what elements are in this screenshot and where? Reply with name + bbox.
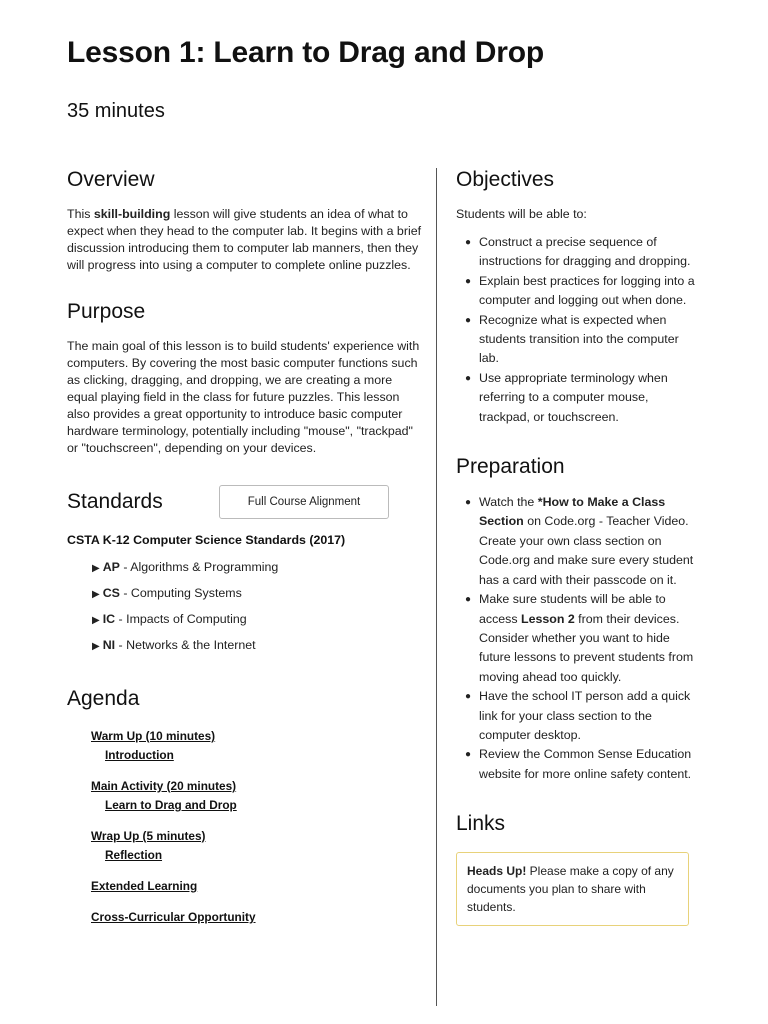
bullet-icon: ● xyxy=(465,237,472,248)
standard-item-ic[interactable]: ▶ IC - Impacts of Computing xyxy=(92,612,247,626)
bullet-icon: ● xyxy=(465,275,472,287)
bullet-icon: ● xyxy=(465,691,472,703)
agenda-link-learn-drag-drop[interactable]: Learn to Drag and Drop xyxy=(105,798,237,812)
heads-up-callout xyxy=(456,852,689,926)
expand-triangle-icon: ▶ xyxy=(92,563,100,574)
agenda-list xyxy=(91,727,422,927)
links-section xyxy=(456,812,696,926)
preparation-item: ● Make sure students will be able to access Lesson 2 from their devices. Consider whether you want to hide future lessons to prevent students from moving ahead too quickly. xyxy=(465,592,694,684)
objectives-intro: Students will be able to: xyxy=(456,207,587,221)
standards-framework: CSTA K-12 Computer Science Standards (2017) xyxy=(67,533,346,547)
objectives-section xyxy=(456,168,696,427)
expand-triangle-icon: ▶ xyxy=(92,641,100,652)
callout-text: Heads Up! Please make a copy of any documents you plan to share with students. xyxy=(467,864,674,915)
preparation-item: ● Watch the *How to Make a Class Section on Code.org - Teacher Video. Create your own class section on Code.org and make sure every student has a card with their passcode on it. xyxy=(465,495,694,587)
agenda-group-extended xyxy=(91,877,422,896)
standards-header xyxy=(67,485,422,519)
full-course-alignment-button[interactable]: Full Course Alignment xyxy=(219,485,389,519)
bullet-icon: ● xyxy=(465,372,472,384)
agenda-link-introduction[interactable]: Introduction xyxy=(105,748,174,762)
overview-section xyxy=(67,168,422,274)
standards-list xyxy=(92,555,422,659)
agenda-link-wrapup[interactable]: Wrap Up (5 minutes) xyxy=(91,829,206,843)
overview-heading: Overview xyxy=(67,168,155,191)
agenda-link-extended-learning[interactable]: Extended Learning xyxy=(91,879,198,893)
agenda-link-reflection[interactable]: Reflection xyxy=(105,848,163,862)
lesson-duration: 35 minutes xyxy=(67,100,165,122)
objective-item: ● Explain best practices for logging into a computer and logging out when done. xyxy=(465,273,695,308)
agenda-link-warmup[interactable]: Warm Up (10 minutes) xyxy=(91,729,216,743)
preparation-item: ● Review the Common Sense Education website for more online safety content. xyxy=(465,747,692,781)
right-column xyxy=(456,168,696,926)
agenda-section xyxy=(67,687,422,927)
purpose-section xyxy=(67,300,422,457)
page-title: Lesson 1: Learn to Drag and Drop xyxy=(67,36,544,69)
overview-text: This skill-building lesson will give students an idea of what to expect when they head to the computer lab. It begins with a brief discussion introducing them to computer lab manners, then they will progress into using a computer to complete online puzzles. xyxy=(67,207,422,272)
agenda-group-warmup xyxy=(91,727,422,765)
links-heading: Links xyxy=(456,812,506,836)
purpose-text: The main goal of this lesson is to build students' experience with computers. By covering the most basic computer functions such as clicking, dragging, and dropping, we are creating a more equal playing field in the class for future puzzles. This lesson also provides a great opportunity to introduce basic computer hardware terminology, potentially including "mouse", "trackpad" or "touchscreen", depending on your devices. xyxy=(67,339,420,455)
agenda-heading: Agenda xyxy=(67,687,140,710)
preparation-list xyxy=(456,493,696,784)
bullet-icon: ● xyxy=(465,314,472,326)
objectives-heading: Objectives xyxy=(456,168,555,191)
standard-item-ni[interactable]: ▶ NI - Networks & the Internet xyxy=(92,638,256,652)
objectives-list xyxy=(456,233,696,427)
standard-item-ap[interactable]: ▶ AP - Algorithms & Programming xyxy=(92,560,279,574)
objective-item: ● Use appropriate terminology when referring to a computer mouse, trackpad, or touchscreen. xyxy=(465,370,668,424)
objective-item: ● Recognize what is expected when students transition into the computer lab. xyxy=(465,312,679,366)
standards-section xyxy=(67,485,422,659)
preparation-link-class-section[interactable]: *How to Make a Class Section xyxy=(479,495,666,529)
agenda-link-cross-curricular[interactable]: Cross-Curricular Opportunity xyxy=(91,910,256,924)
standards-heading: Standards xyxy=(67,490,163,513)
expand-triangle-icon: ▶ xyxy=(92,615,100,626)
preparation-item: ● Have the school IT person add a quick link for your class section to the computer desktop. xyxy=(465,689,691,742)
column-divider xyxy=(436,168,437,1006)
objective-item: ● Construct a precise sequence of instructions for dragging and dropping. xyxy=(465,235,691,269)
agenda-group-main xyxy=(91,777,422,815)
preparation-heading: Preparation xyxy=(456,455,565,479)
bullet-icon: ● xyxy=(465,497,472,509)
left-column xyxy=(67,168,422,939)
bullet-icon: ● xyxy=(465,749,472,761)
preparation-section xyxy=(456,455,696,784)
agenda-group-cross xyxy=(91,908,422,927)
preparation-lesson-2: Lesson 2 xyxy=(521,611,575,626)
bullet-icon: ● xyxy=(465,594,472,606)
standard-item-cs[interactable]: ▶ CS - Computing Systems xyxy=(92,586,242,600)
agenda-link-main-activity[interactable]: Main Activity (20 minutes) xyxy=(91,779,237,793)
expand-triangle-icon: ▶ xyxy=(92,589,100,600)
agenda-group-wrapup xyxy=(91,827,422,865)
overview-bold-term: skill-building xyxy=(93,207,171,221)
purpose-heading: Purpose xyxy=(67,300,146,323)
